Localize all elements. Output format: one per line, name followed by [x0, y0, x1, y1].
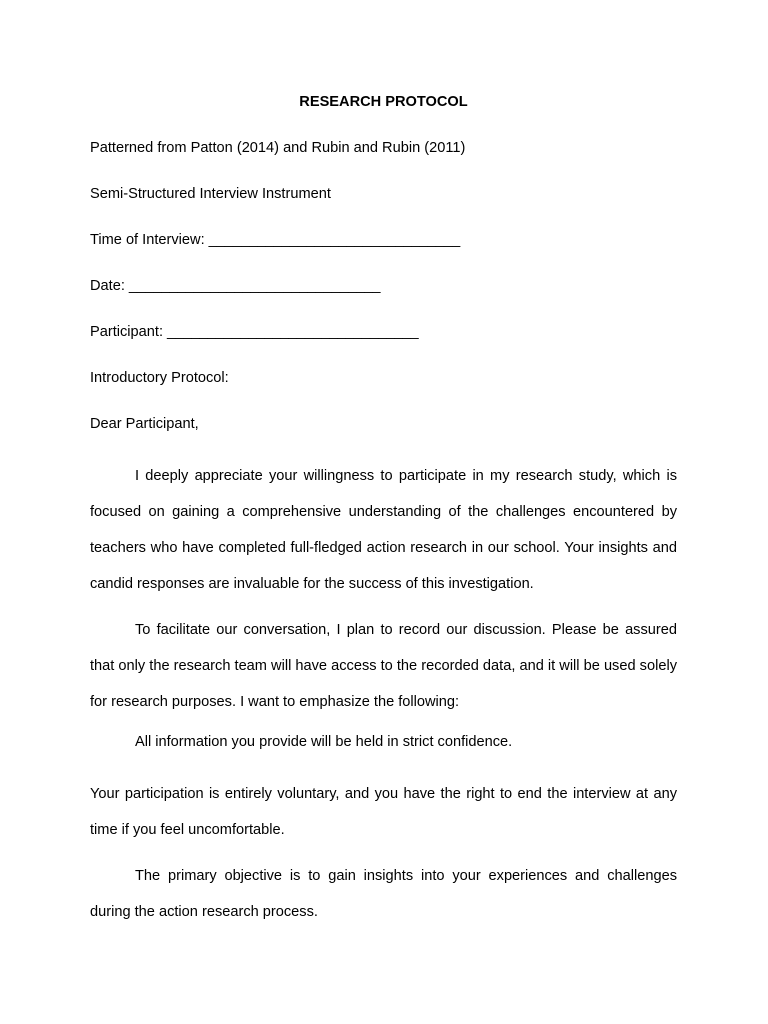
- time-of-interview-field: Time of Interview: _______________________________: [90, 232, 461, 248]
- paragraph-confidentiality: All information you provide will be held in strict confidence.: [135, 734, 513, 750]
- paragraph-appreciation: I deeply appreciate your willingness to participate in my research study, which is focused on gaining a comprehensive understanding of the challenges encountered by teachers who have completed full-fledged action research in our school. Your insights and candid responses are invaluable for the success of this investigation.: [90, 468, 677, 592]
- document-body: [90, 90, 677, 940]
- intro-heading: Introductory Protocol:: [90, 370, 229, 386]
- instrument-line: Semi-Structured Interview Instrument: [90, 186, 331, 202]
- salutation: Dear Participant,: [90, 416, 199, 432]
- document-title: RESEARCH PROTOCOL: [299, 94, 468, 110]
- source-line: Patterned from Patton (2014) and Rubin and Rubin (2011): [90, 140, 466, 156]
- paragraph-recording: To facilitate our conversation, I plan to record our discussion. Please be assured that only the research team will have access to the recorded data, and it will be used solely for research purposes. I want to emphasize the following:: [90, 622, 677, 710]
- date-field: Date: _______________________________: [90, 278, 381, 294]
- paragraph-voluntary: Your participation is entirely voluntary, and you have the right to end the interview at any time if you feel uncomfortable.: [90, 786, 677, 838]
- participant-field: Participant: _______________________________: [90, 324, 419, 340]
- paragraph-objective: The primary objective is to gain insights into your experiences and challenges during the action research process.: [90, 868, 677, 920]
